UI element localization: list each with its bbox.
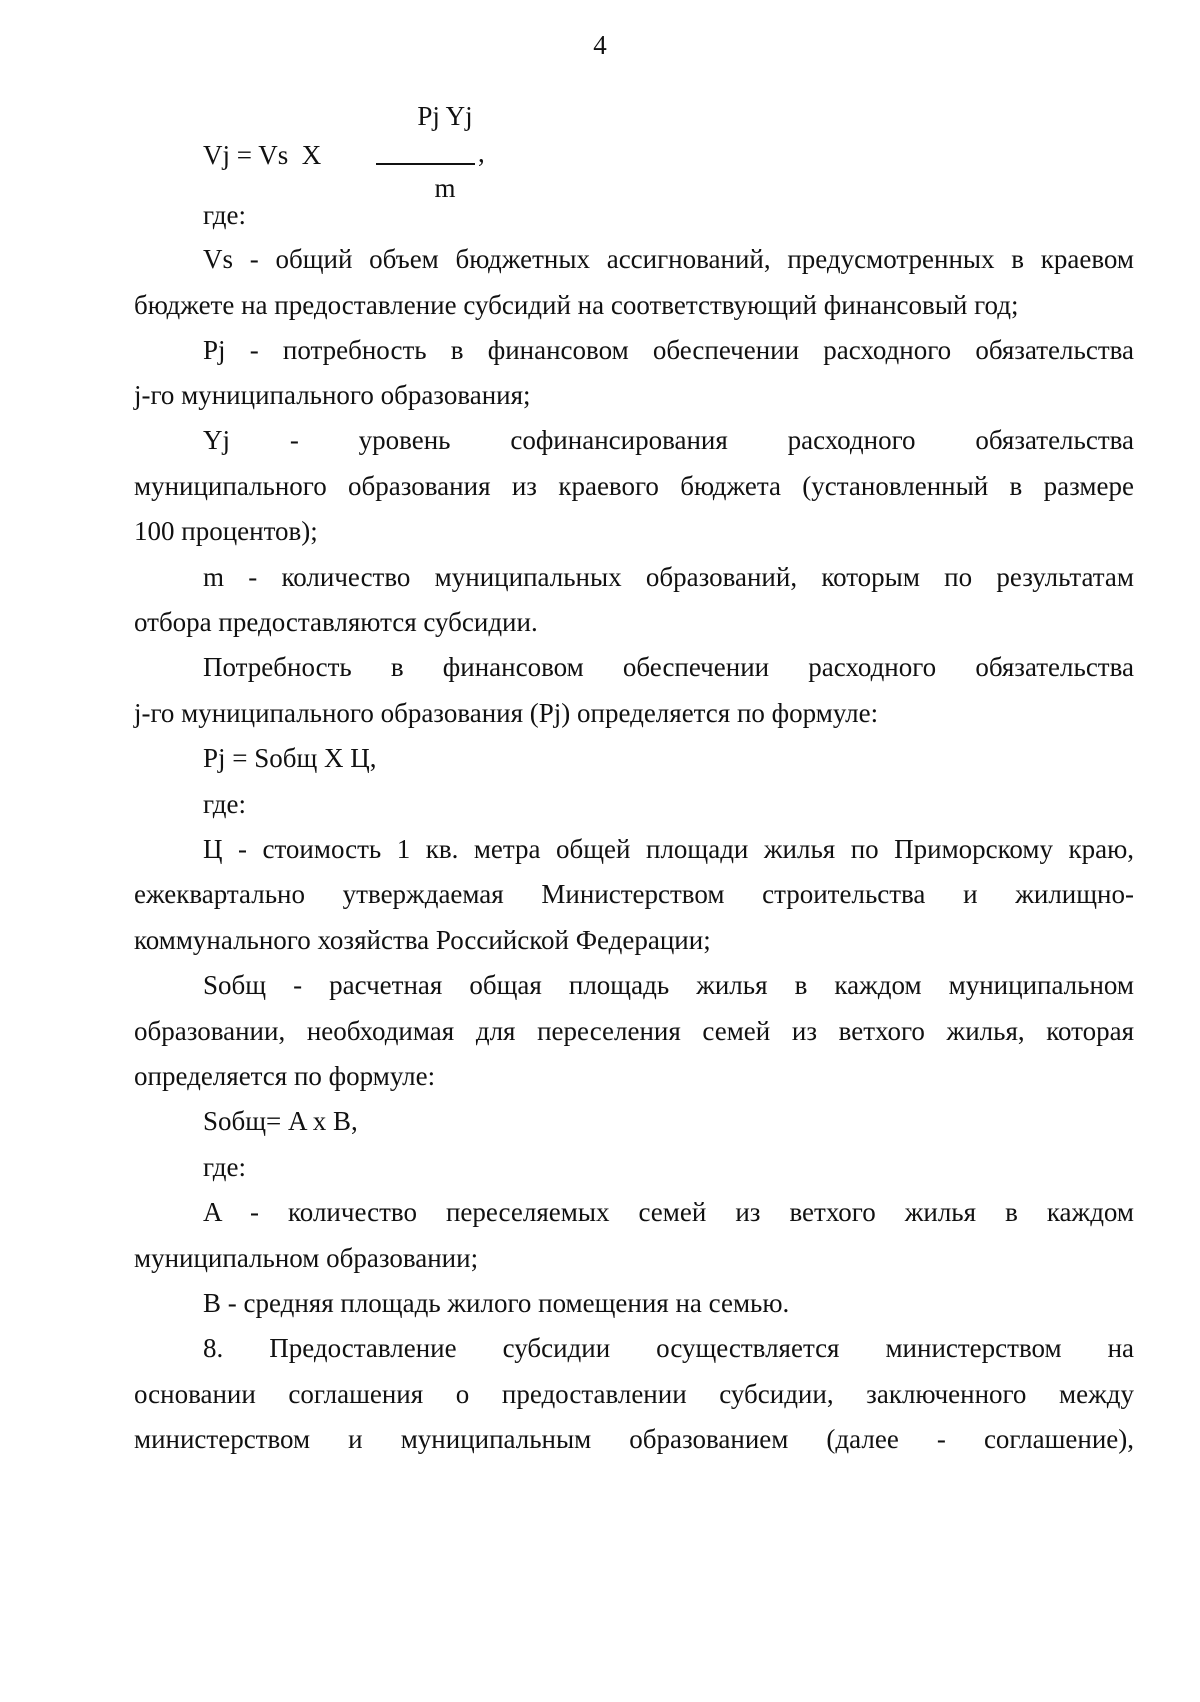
text-line: 8. Предоставление субсидии осуществляется министерством на [203,1333,1134,1363]
text-line: образовании, необходимая для переселения семей из ветхого жилья, которая [134,1016,1134,1046]
text-line: где: [203,200,246,230]
text-line: где: [203,1152,246,1182]
formula-lhs: Vj = Vs X [203,140,322,170]
text-line: коммунального хозяйства Российской Федерации; [134,925,711,955]
formula-sobsh: Sобщ= A x B, [203,1106,358,1136]
formula-numerator: Pj Yj [417,101,473,131]
text-line: 100 процентов); [134,516,318,546]
text-line: основании соглашения о предоставлении субсидии, заключенного между [134,1379,1134,1409]
text-line: определяется по формуле: [134,1061,436,1091]
text-line: ежеквартально утверждаемая Министерством строительства и жилищно- [134,879,1134,909]
text-line: A - количество переселяемых семей из ветхого жилья в каждом [203,1197,1134,1227]
text-line: B - средняя площадь жилого помещения на семью. [203,1288,790,1318]
text-line: бюджете на предоставление субсидий на соответствующий финансовый год; [134,290,1019,320]
text-line: m - количество муниципальных образований, которым по результатам [203,562,1134,592]
text-line: где: [203,789,246,819]
text-line: муниципальном образовании; [134,1243,479,1273]
text-line: муниципального образования из краевого бюджета (установленный в размере [134,471,1134,501]
text-line: j-го муниципального образования (Pj) определяется по формуле: [134,698,879,728]
formula-denominator: m [434,173,456,203]
formula-pj: Pj = Sобщ X Ц, [203,743,377,773]
text-line: отбора предоставляются субсидии. [134,607,538,637]
text-line: Потребность в финансовом обеспечении расходного обязательства [203,652,1134,682]
page-number: 4 [593,30,607,60]
text-line: j-го муниципального образования; [134,380,531,410]
fraction-bar [376,163,475,165]
text-line: Sобщ - расчетная общая площадь жилья в каждом муниципальном [203,970,1134,1000]
formula-comma: , [478,138,485,168]
text-line: Vs - общий объем бюджетных ассигнований, предусмотренных в краевом [203,244,1134,274]
text-line: министерством и муниципальным образованием (далее - соглашение), [134,1424,1134,1454]
text-line: Pj - потребность в финансовом обеспечении расходного обязательства [203,335,1134,365]
text-line: Yj - уровень софинансирования расходного обязательства [203,425,1134,455]
text-line: Ц - стоимость 1 кв. метра общей площади жилья по Приморскому краю, [203,834,1134,864]
